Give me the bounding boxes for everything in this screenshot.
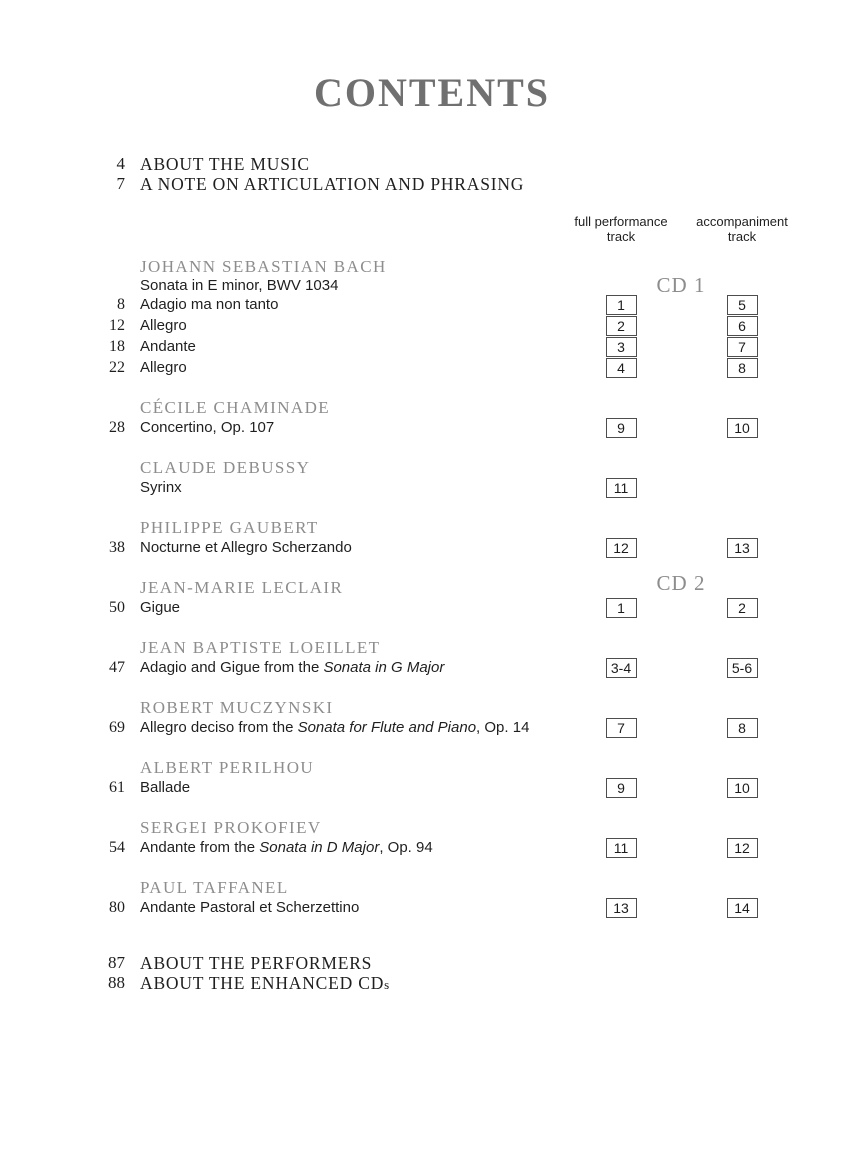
cd1-label: CD 1	[656, 273, 706, 297]
front-matter-label: ABOUT THE MUSIC	[140, 153, 310, 174]
page-number: 22	[109, 358, 125, 376]
full-performance-cell	[575, 778, 667, 798]
section-taffanel	[0, 878, 864, 918]
page-number: 80	[109, 898, 125, 916]
section-prokofiev	[0, 818, 864, 858]
track-number-box: 2	[727, 598, 758, 618]
piece-title: Gigue	[140, 599, 181, 616]
front-matter-label: A NOTE ON ARTICULATION AND PHRASING	[140, 173, 525, 194]
back-matter-row	[0, 973, 864, 993]
track-column-headers	[0, 214, 864, 244]
front-matter	[0, 154, 864, 194]
composer-row	[0, 638, 864, 657]
composer-name: CÉCILE CHAMINADE	[140, 397, 331, 417]
track-number-box: 1	[606, 598, 637, 618]
page-number: 8	[117, 295, 125, 313]
composer-name: ALBERT PERILHOU	[140, 757, 315, 777]
track-number-box: 2	[606, 316, 637, 336]
full-performance-cell	[575, 478, 667, 498]
piece-title: Syrinx	[140, 479, 182, 496]
track-number-box: 1	[606, 295, 637, 315]
composer-name: SERGEI PROKOFIEV	[140, 817, 322, 837]
header-spacer	[0, 214, 575, 244]
track-number-box: 11	[606, 478, 637, 498]
accompaniment-cell	[696, 538, 788, 558]
full-performance-cell	[575, 718, 667, 738]
accompaniment-cell	[696, 658, 788, 678]
page-number: 38	[109, 538, 125, 556]
composer-name: CLAUDE DEBUSSY	[140, 457, 311, 477]
accompaniment-track-header	[696, 214, 788, 244]
full-performance-cell	[575, 598, 667, 618]
track-number-box: 3	[606, 337, 637, 357]
track-number-box: 3-4	[606, 658, 637, 678]
back-matter	[0, 953, 864, 993]
page-number: 18	[109, 337, 125, 355]
section-debussy	[0, 458, 864, 498]
section-bach	[0, 257, 864, 378]
accompaniment-cell	[696, 295, 788, 315]
toc-entry	[0, 315, 864, 336]
page-number: 28	[109, 418, 125, 436]
track-number-box: 12	[606, 538, 637, 558]
composer-row	[0, 578, 864, 597]
section-leclair	[0, 571, 864, 618]
accompaniment-cell	[696, 418, 788, 438]
accompaniment-cell	[696, 337, 788, 357]
section-perilhou	[0, 758, 864, 798]
track-number-box: 8	[727, 718, 758, 738]
back-matter-label: ABOUT THE ENHANCED CDs	[140, 972, 390, 993]
track-number-box: 14	[727, 898, 758, 918]
full-performance-cell	[575, 538, 667, 558]
track-number-box: 10	[727, 778, 758, 798]
work-subtitle: Sonata in E minor, BWV 1034	[140, 276, 339, 294]
full-performance-cell	[575, 316, 667, 336]
accompaniment-cell	[696, 898, 788, 918]
composer-row	[0, 878, 864, 897]
work-subtitle-row	[0, 273, 864, 297]
track-number-box: 8	[727, 358, 758, 378]
page-number: 69	[109, 718, 125, 736]
piece-title: Allegro	[140, 359, 187, 376]
composer-name: JEAN-MARIE LECLAIR	[140, 577, 344, 597]
header-line: track	[606, 229, 636, 244]
composer-name: JEAN BAPTISTE LOEILLET	[140, 637, 381, 657]
accompaniment-cell	[696, 598, 788, 618]
full-performance-cell	[575, 358, 667, 378]
toc-entry	[0, 777, 864, 798]
toc-entry	[0, 357, 864, 378]
page-title: CONTENTS	[313, 70, 551, 115]
page-number: 7	[116, 174, 125, 193]
full-performance-cell	[575, 337, 667, 357]
piece-title: Allegro	[140, 317, 187, 334]
track-number-box: 7	[727, 337, 758, 357]
piece-title: Concertino, Op. 107	[140, 419, 275, 436]
toc-entry	[0, 477, 864, 498]
page-number: 88	[108, 973, 125, 992]
track-number-box: 6	[727, 316, 758, 336]
page-number: 4	[116, 154, 125, 173]
toc-entry	[0, 417, 864, 438]
track-number-box: 12	[727, 838, 758, 858]
full-performance-cell	[575, 418, 667, 438]
page-number: 50	[109, 598, 125, 616]
small-s: s	[384, 976, 390, 992]
toc-entry	[0, 537, 864, 558]
page-number: 47	[109, 658, 125, 676]
toc-entry	[0, 717, 864, 738]
full-performance-track-header	[575, 214, 667, 244]
full-performance-cell	[575, 658, 667, 678]
piece-title: Andante from the Sonata in D Major, Op. 94	[140, 839, 433, 856]
section-muczynski	[0, 698, 864, 738]
header-line: accompaniment	[696, 214, 788, 229]
piece-title: Adagio ma non tanto	[140, 296, 279, 313]
toc-entry	[0, 657, 864, 678]
front-matter-row	[0, 154, 864, 174]
section-gaubert	[0, 518, 864, 558]
track-number-box: 11	[606, 838, 637, 858]
section-chaminade	[0, 398, 864, 438]
toc-body	[0, 257, 864, 918]
section-loeillet	[0, 638, 864, 678]
accompaniment-cell	[696, 718, 788, 738]
track-number-box: 9	[606, 778, 637, 798]
track-number-box: 7	[606, 718, 637, 738]
toc-entry	[0, 336, 864, 357]
header-line: track	[727, 229, 757, 244]
composer-row	[0, 458, 864, 477]
composer-name: JOHANN SEBASTIAN BACH	[140, 256, 387, 276]
piece-title: Andante	[140, 338, 196, 355]
accompaniment-cell	[696, 838, 788, 858]
back-matter-label: ABOUT THE PERFORMERS	[140, 952, 373, 973]
track-number-box: 13	[727, 538, 758, 558]
cd2-label: CD 2	[656, 571, 706, 595]
page-number: 87	[108, 953, 125, 972]
page-number: 54	[109, 838, 125, 856]
toc-entry	[0, 597, 864, 618]
front-matter-row	[0, 174, 864, 194]
toc-entry	[0, 294, 864, 315]
piece-title: Nocturne et Allegro Scherzando	[140, 539, 352, 556]
back-matter-row	[0, 953, 864, 973]
composer-name: ROBERT MUCZYNSKI	[140, 697, 334, 717]
composer-name: PHILIPPE GAUBERT	[140, 517, 319, 537]
track-number-box: 4	[606, 358, 637, 378]
composer-name: PAUL TAFFANEL	[140, 877, 289, 897]
piece-title: Andante Pastoral et Scherzettino	[140, 899, 360, 916]
full-performance-cell	[575, 295, 667, 315]
composer-row	[0, 257, 864, 276]
page-number: 61	[109, 778, 125, 796]
header-line: full performance	[574, 214, 668, 229]
composer-row	[0, 818, 864, 837]
piece-title: Allegro deciso from the Sonata for Flute and Piano, Op. 14	[140, 719, 530, 736]
composer-row	[0, 518, 864, 537]
accompaniment-cell	[696, 316, 788, 336]
track-number-box: 10	[727, 418, 758, 438]
piece-title: Ballade	[140, 779, 191, 796]
track-number-box: 5-6	[727, 658, 758, 678]
composer-row	[0, 758, 864, 777]
track-number-box: 9	[606, 418, 637, 438]
toc-entry	[0, 837, 864, 858]
piece-title: Adagio and Gigue from the Sonata in G Major	[140, 659, 445, 676]
composer-row	[0, 698, 864, 717]
track-number-box: 13	[606, 898, 637, 918]
toc-entry	[0, 897, 864, 918]
full-performance-cell	[575, 898, 667, 918]
page-number: 12	[109, 316, 125, 334]
full-performance-cell	[575, 838, 667, 858]
composer-row	[0, 398, 864, 417]
accompaniment-cell	[696, 358, 788, 378]
accompaniment-cell	[696, 778, 788, 798]
track-number-box: 5	[727, 295, 758, 315]
